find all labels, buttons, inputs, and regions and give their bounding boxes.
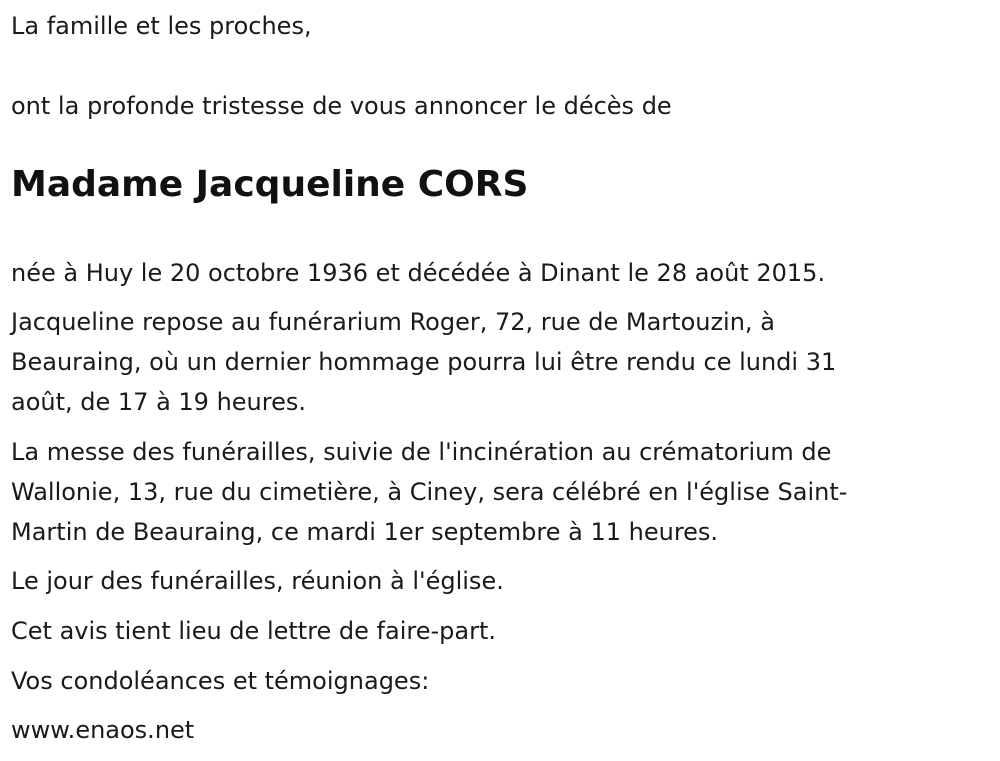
announcement-text: ont la profonde tristesse de vous annoncer le décès de xyxy=(11,92,672,120)
notice-info-paragraph: Cet avis tient lieu de lettre de faire-part. xyxy=(11,617,496,645)
repose-line: Beauraing, où un dernier hommage pourra lui être rendu ce lundi 31 xyxy=(11,348,837,376)
repose-line: août, de 17 à 19 heures. xyxy=(11,388,306,416)
mass-line: Martin de Beauraing, ce mardi 1er septembre à 11 heures. xyxy=(11,518,719,546)
intro-text: La famille et les proches, xyxy=(11,12,312,40)
birth-death-paragraph: née à Huy le 20 octobre 1936 et décédée à Dinant le 28 août 2015. xyxy=(11,259,826,287)
mass-line: Wallonie, 13, rue du cimetière, à Ciney, sera célébré en l'église Saint- xyxy=(11,478,848,506)
deceased-name: Madame Jacqueline CORS xyxy=(11,164,529,205)
meeting-paragraph: Le jour des funérailles, réunion à l'église. xyxy=(11,567,504,595)
website-link[interactable]: www.enaos.net xyxy=(11,716,195,744)
repose-line: Jacqueline repose au funérarium Roger, 72, rue de Martouzin, à xyxy=(11,308,775,336)
repose-paragraph xyxy=(11,302,941,422)
mass-line: La messe des funérailles, suivie de l'incinération au crématorium de xyxy=(11,438,832,466)
condolences-label: Vos condoléances et témoignages: xyxy=(11,667,430,695)
funeral-mass-paragraph xyxy=(11,432,941,552)
